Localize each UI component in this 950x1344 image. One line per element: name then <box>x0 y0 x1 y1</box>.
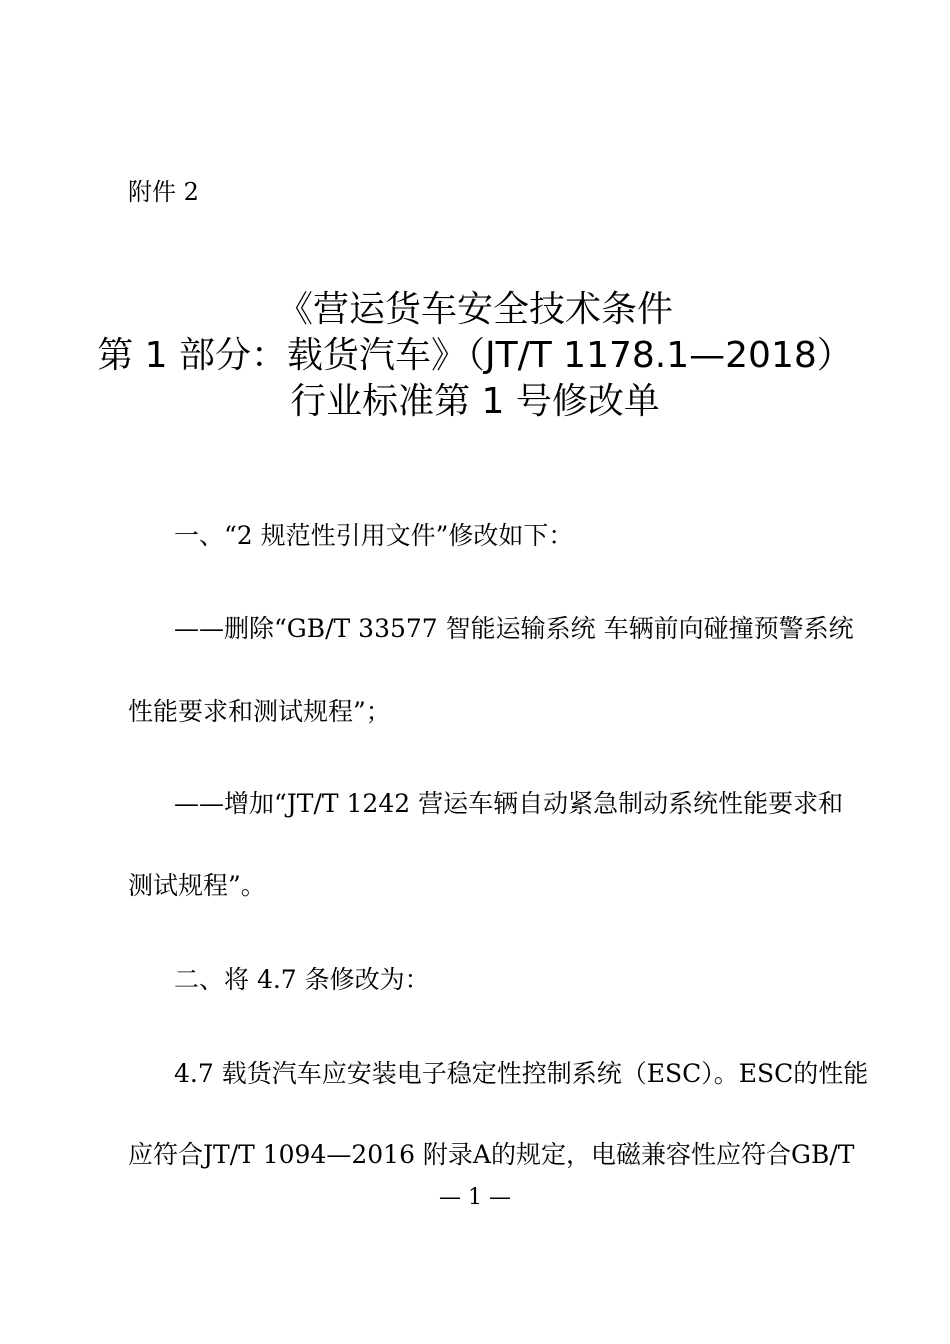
document-title-line-1: 《营运货车安全技术条件 <box>276 289 673 330</box>
document-title-line-2: 第 1 部分：载货汽车》（JT/T 1178.1—2018） <box>97 335 853 376</box>
attachment-label: 附件 2 <box>128 178 199 206</box>
item-2-line-2: 测试规程”。 <box>128 871 266 900</box>
clause-4-7-line-2: 应符合JT/T 1094—2016 附录A的规定，电磁兼容性应符合GB/T <box>128 1140 855 1169</box>
document-title-line-3: 行业标准第 1 号修改单 <box>290 381 660 422</box>
section-1-heading: 一、“2 规范性引用文件”修改如下： <box>174 521 574 550</box>
item-1-line-2: 性能要求和测试规程”； <box>128 697 391 726</box>
item-1-line-1: ——删除“GB/T 33577 智能运输系统 车辆前向碰撞预警系统 <box>174 614 854 643</box>
section-2-heading: 二、将 4.7 条修改为： <box>174 965 430 994</box>
item-2-line-1: ——增加“JT/T 1242 营运车辆自动紧急制动系统性能要求和 <box>174 789 844 818</box>
page-number: — 1 — <box>439 1185 511 1210</box>
clause-4-7-line-1: 4.7 载货汽车应安装电子稳定性控制系统（ESC）。ESC的性能 <box>174 1059 869 1088</box>
